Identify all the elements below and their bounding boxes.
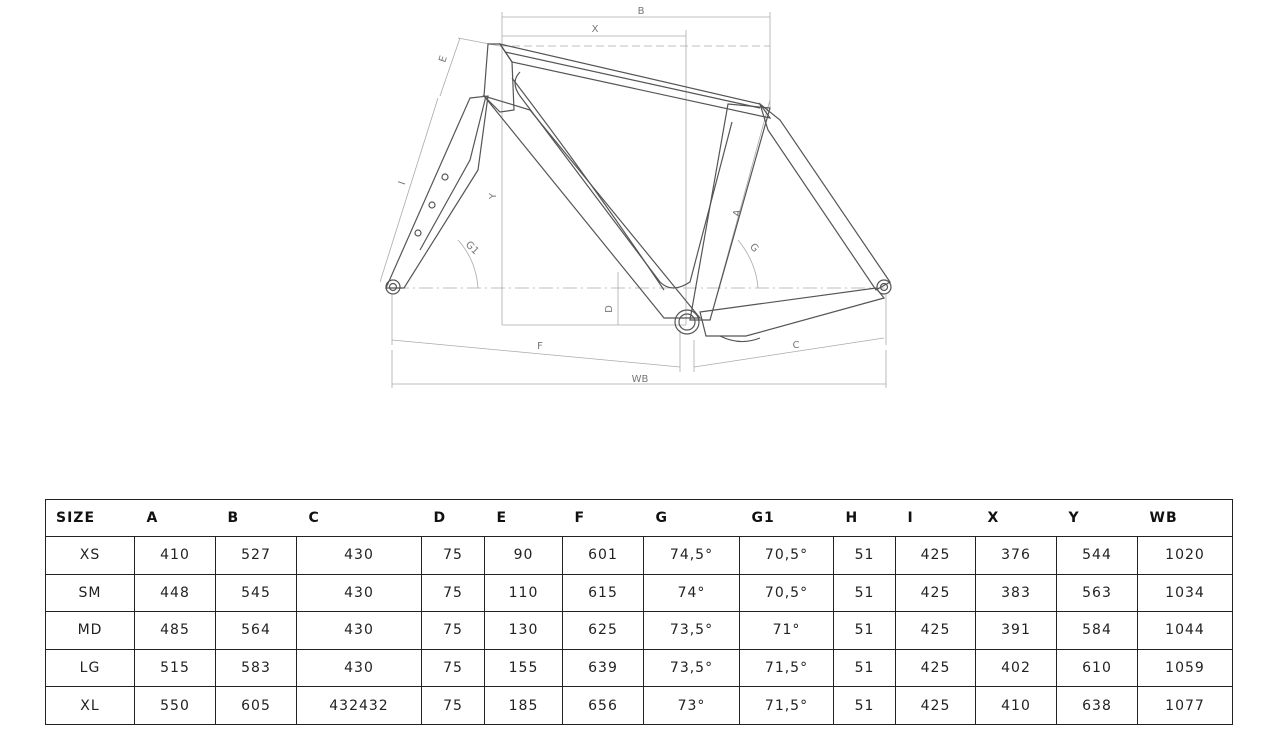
size-cell: XS	[46, 537, 135, 575]
table-cell: 74,5°	[644, 537, 740, 575]
table-cell: 605	[216, 687, 297, 725]
table-cell: 425	[896, 649, 976, 687]
table-cell: 610	[1057, 649, 1138, 687]
table-cell: 1020	[1138, 537, 1233, 575]
label-f: F	[537, 341, 543, 352]
table-cell: 51	[834, 612, 896, 650]
table-cell: 73,5°	[644, 649, 740, 687]
label-d: D	[604, 305, 615, 313]
table-cell: 75	[422, 574, 485, 612]
table-cell: 584	[1057, 612, 1138, 650]
table-cell: 75	[422, 537, 485, 575]
table-cell: 430	[297, 574, 422, 612]
chain-stay	[700, 288, 884, 336]
table-cell: 432432	[297, 687, 422, 725]
label-c: C	[792, 340, 800, 351]
dimension-lines	[380, 12, 886, 388]
label-x: X	[591, 24, 599, 35]
table-cell: 430	[297, 537, 422, 575]
table-body	[46, 537, 1233, 725]
table-row	[46, 649, 1233, 687]
table-cell: 425	[896, 574, 976, 612]
table-cell: 550	[135, 687, 216, 725]
label-i: I	[396, 180, 409, 187]
table-cell: 430	[297, 612, 422, 650]
table-cell: 51	[834, 537, 896, 575]
column-header-c: C	[297, 500, 422, 537]
column-header-x: X	[976, 500, 1057, 537]
table-header	[46, 500, 1233, 537]
table-cell: 639	[563, 649, 644, 687]
table-cell: 485	[135, 612, 216, 650]
down-tube	[484, 96, 700, 318]
size-cell: SM	[46, 574, 135, 612]
table-cell: 71°	[740, 612, 834, 650]
table-cell: 391	[976, 612, 1057, 650]
table-cell: 51	[834, 574, 896, 612]
table-header-row	[46, 500, 1233, 537]
table-cell: 544	[1057, 537, 1138, 575]
size-cell: MD	[46, 612, 135, 650]
table-cell: 383	[976, 574, 1057, 612]
table-row	[46, 687, 1233, 725]
table-cell: 74°	[644, 574, 740, 612]
table-cell: 425	[896, 537, 976, 575]
column-header-e: E	[485, 500, 563, 537]
table-cell: 563	[1057, 574, 1138, 612]
table-row	[46, 537, 1233, 575]
table-cell: 1044	[1138, 612, 1233, 650]
table-cell: 73°	[644, 687, 740, 725]
table-cell: 185	[485, 687, 563, 725]
label-y: Y	[488, 192, 499, 200]
column-header-wb: WB	[1138, 500, 1233, 537]
table-cell: 70,5°	[740, 574, 834, 612]
table-cell: 402	[976, 649, 1057, 687]
table-row	[46, 574, 1233, 612]
geometry-table	[45, 499, 1233, 725]
label-e: E	[437, 54, 450, 64]
label-g: G	[747, 241, 761, 255]
table-cell: 75	[422, 649, 485, 687]
column-header-a: A	[135, 500, 216, 537]
column-header-h: H	[834, 500, 896, 537]
size-cell: LG	[46, 649, 135, 687]
seat-stay	[760, 104, 890, 290]
table-cell: 527	[216, 537, 297, 575]
table-cell: 51	[834, 687, 896, 725]
table-cell: 1059	[1138, 649, 1233, 687]
column-header-b: B	[216, 500, 297, 537]
table-cell: 625	[563, 612, 644, 650]
table-cell: 564	[216, 612, 297, 650]
table-cell: 425	[896, 612, 976, 650]
column-header-g: G	[644, 500, 740, 537]
table-cell: 73,5°	[644, 612, 740, 650]
table-cell: 376	[976, 537, 1057, 575]
table-cell: 155	[485, 649, 563, 687]
table-cell: 601	[563, 537, 644, 575]
table-cell: 1034	[1138, 574, 1233, 612]
front-dropout	[386, 280, 400, 294]
table-cell: 110	[485, 574, 563, 612]
label-a: A	[731, 208, 744, 219]
table-cell: 515	[135, 649, 216, 687]
rear-dropout	[877, 280, 891, 294]
table-cell: 75	[422, 687, 485, 725]
table-cell: 448	[135, 574, 216, 612]
table-cell: 615	[563, 574, 644, 612]
table-cell: 70,5°	[740, 537, 834, 575]
table-cell: 425	[896, 687, 976, 725]
table-cell: 130	[485, 612, 563, 650]
label-g1: G1	[462, 239, 481, 258]
column-header-f: F	[563, 500, 644, 537]
table-cell: 656	[563, 687, 644, 725]
table-cell: 75	[422, 612, 485, 650]
table-cell: 71,5°	[740, 687, 834, 725]
fork	[386, 96, 488, 288]
column-header-size: SIZE	[46, 500, 135, 537]
table-cell: 1077	[1138, 687, 1233, 725]
column-header-d: D	[422, 500, 485, 537]
table-row	[46, 612, 1233, 650]
table-cell: 71,5°	[740, 649, 834, 687]
column-header-i: I	[896, 500, 976, 537]
column-header-g1: G1	[740, 500, 834, 537]
table-cell: 583	[216, 649, 297, 687]
label-wb: WB	[631, 374, 649, 385]
size-cell: XL	[46, 687, 135, 725]
table-cell: 638	[1057, 687, 1138, 725]
table-cell: 51	[834, 649, 896, 687]
table-cell: 545	[216, 574, 297, 612]
table-cell: 410	[976, 687, 1057, 725]
bike-frame	[386, 44, 891, 342]
table-cell: 90	[485, 537, 563, 575]
table-cell: 430	[297, 649, 422, 687]
label-b: B	[637, 6, 645, 17]
table-cell: 410	[135, 537, 216, 575]
column-header-y: Y	[1057, 500, 1138, 537]
